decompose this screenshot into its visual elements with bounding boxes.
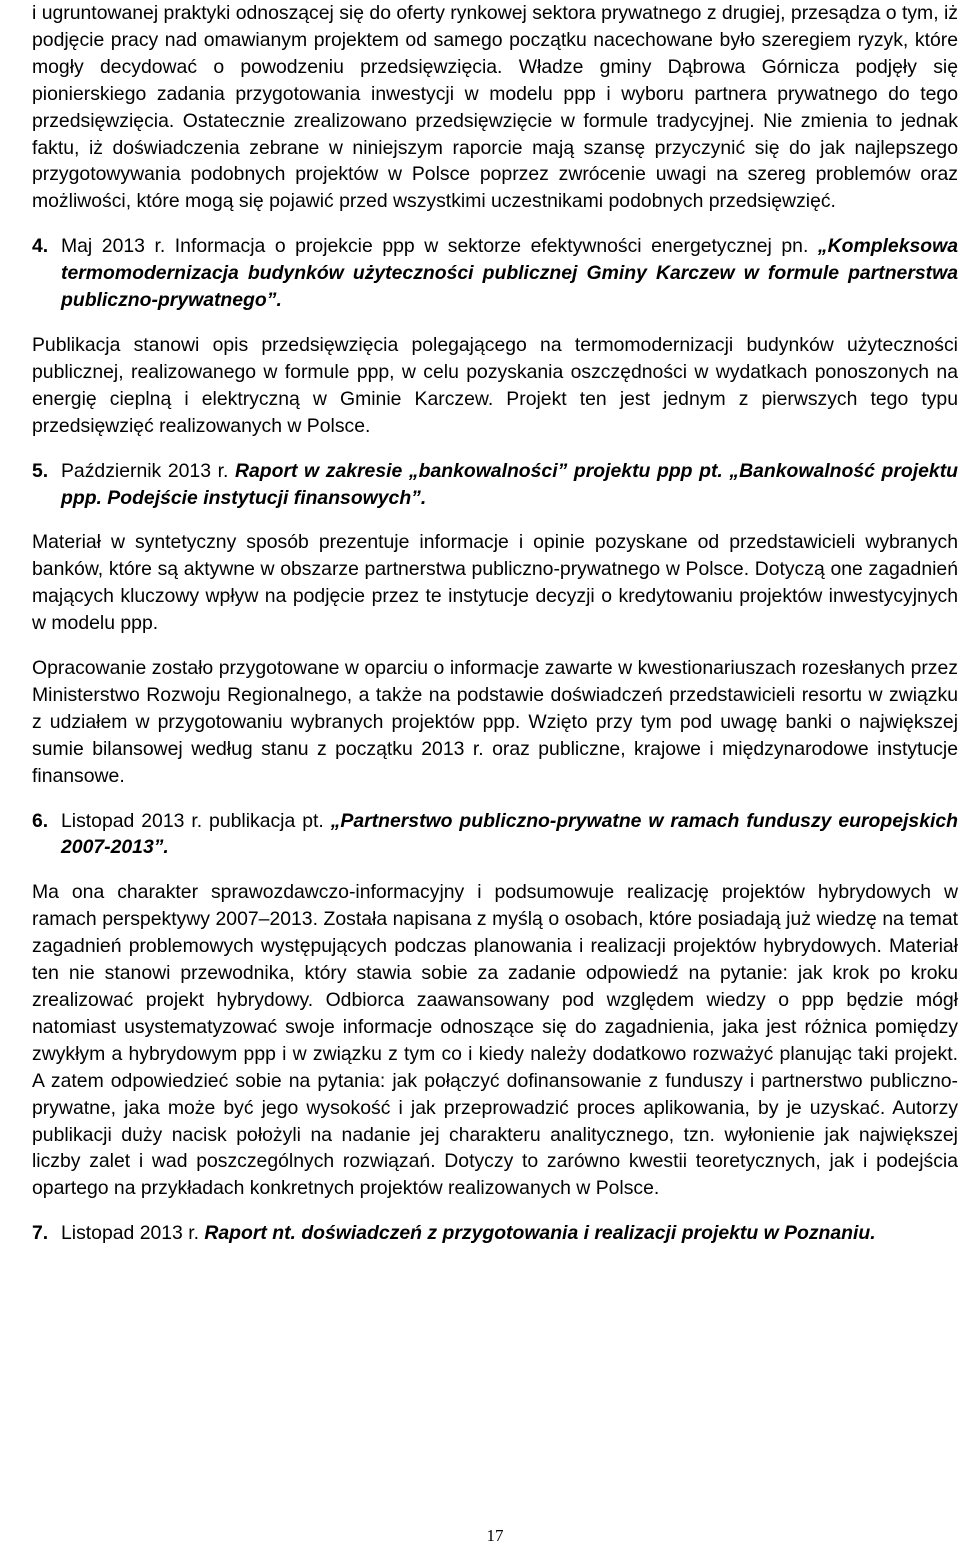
list-item-date: Listopad 2013 r. — [61, 1222, 205, 1245]
list-item-date: Październik 2013 r. — [61, 459, 235, 482]
item-6-description: Ma ona charakter sprawozdawczo-informacyjny i podsumowuje realizację projektów hybrydowych w ramach perspektywy 2007–2013. Została napisana z myślą o osobach, które posiadają już wiedzę na temat zagadnień problemowych występujących podczas planowania i realizacji projektów hybrydowych. Materiał ten nie stanowi przewodnika, który stawia sobie za zadanie odpowiedź na pytanie: jak krok po kroku zrealizować projekt hybrydowy. Odbiorca zaawansowany pod względem wiedzy o ppp będzie mógł natomiast usystematyzować swoje informacje odnoszące się do zagadnienia, jaka jest różnica pomiędzy zwykłym a hybrydowym ppp i w związku z tym co i kiedy należy dodatkowo rozważyć planując taki projekt. A zatem odpowiedzieć sobie na pytania: jak połączyć dofinansowanie z funduszy i partnerstwo publiczno-prywatne, jaka może być jego wysokość i jak przeprowadzić proces aplikowania, by je uzyskać. Autorzy publikacji duży nacisk położyli na nadanie jej charakteru analitycznego, tzn. wyłonienie jak największej liczby zalet i wad poszczególnych rozwiązań. Dotyczy to zarówno kwestii teoretycznych, jak i podejścia opartego na przykładach konkretnych projektów realizowanych w Polsce. — [32, 881, 958, 1200]
list-item-5 — [32, 458, 958, 512]
list-item-text — [61, 233, 958, 314]
list-item-number: 5. — [32, 459, 49, 482]
publication-title: Raport w zakresie „bankowalności” projektu ppp pt. „Bankowalność projektu ppp. Podejście instytucji finansowych”. — [61, 459, 958, 509]
list-item-number: 4. — [32, 235, 49, 258]
list-item-number: 6. — [32, 809, 49, 832]
publication-title: „Kompleksowa termomodernizacja budynków użyteczności publicznej Gminy Karczew w formule partnerstwa publiczno-prywatnego”. — [61, 235, 958, 312]
list-item-4 — [32, 233, 958, 314]
list-item-text — [61, 808, 958, 862]
page-number: 17 — [486, 1526, 504, 1545]
list-item-text — [61, 458, 958, 512]
intro-paragraph: i ugruntowanej praktyki odnoszącej się do oferty rynkowej sektora prywatnego z drugiej, przesądza o tym, iż podjęcie pracy nad omawianym projektem od samego początku nacechowane było szeregiem ryzyk, które mogły decydować o powodzeniu przedsięwzięcia. Władze gminy Dąbrowa Górnicza podjęły się pionierskiego zadania przygotowania inwestycji w modelu ppp i wyboru partnera prywatnego do tego przedsięwzięcia. Ostatecznie zrealizowano przedsięwzięcie w formule tradycyjnej. Nie zmienia to jednak faktu, iż doświadczenia zebrane w niniejszym raporcie mają szansę przyczynić się do jak najlepszego przygotowywania podobnych projektów w Polsce poprzez zwrócenie uwagi na szereg problemów oraz możliwości, które mogą się pojawić przed wszystkimi uczestnikami podobnych przedsięwzięć. — [32, 2, 958, 213]
publication-title: „Partnerstwo publiczno-prywatne w ramach funduszy europejskich 2007-2013”. — [61, 809, 958, 859]
item-5-description-1: Materiał w syntetyczny sposób prezentuje informacje i opinie pozyskane od przedstawicieli wybranych banków, które są aktywne w obszarze partnerstwa publiczno-prywatnego w Polsce. Dotyczą one zagadnień mających kluczowy wpływ na podjęcie przez te instytucje decyzji o kredytowaniu projektów inwestycyjnych w modelu ppp. — [32, 531, 958, 635]
list-item-date: Listopad 2013 r. publikacja pt. — [61, 809, 331, 832]
document-page — [32, 0, 958, 1545]
list-item-6 — [32, 808, 958, 862]
item-4-description: Publikacja stanowi opis przedsięwzięcia polegającego na termomodernizacji budynków użyteczności publicznej, realizowanego w formule ppp, w celu pozyskania oszczędności w wydatkach ponoszonych na energię cieplną i elektryczną w Gminie Karczew. Projekt ten jest jednym z pierwszych tego typu przedsięwzięć realizowanych w Polsce. — [32, 333, 958, 437]
item-5-description-2: Opracowanie zostało przygotowane w oparciu o informacje zawarte w kwestionariuszach rozesłanych przez Ministerstwo Rozwoju Regionalnego, a także na podstawie doświadczeń przedstawicieli resortu w związku z udziałem w przygotowaniu wybranych projektów ppp. Wzięto przy tym pod uwagę banki o największej sumie bilansowej według stanu z początku 2013 r. oraz publiczne, krajowe i międzynarodowe instytucje finansowe. — [32, 657, 958, 787]
list-item-date: Maj 2013 r. Informacja o projekcie ppp w sektorze efektywności energetycznej pn. — [61, 235, 818, 258]
list-item-text — [61, 1220, 958, 1247]
list-item-number: 7. — [32, 1222, 49, 1245]
list-item-7 — [32, 1220, 958, 1247]
publication-title: Raport nt. doświadczeń z przygotowania i realizacji projektu w Poznaniu. — [204, 1222, 876, 1245]
